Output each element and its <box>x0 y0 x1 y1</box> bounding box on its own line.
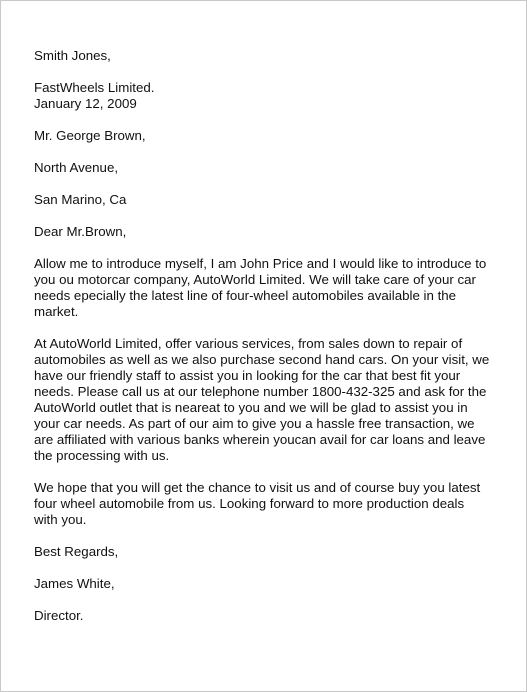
spacer <box>34 176 494 192</box>
spacer <box>34 320 494 336</box>
spacer <box>34 240 494 256</box>
paragraph-line: Allow me to introduce myself, I am John Price and I would like to introduce to <box>34 256 487 271</box>
paragraph-line: We hope that you will get the chance to visit us and of course buy you latest <box>34 480 481 495</box>
paragraph-introduction <box>34 256 494 320</box>
paragraph-line: you ou motorcar company, AutoWorld Limited. We will take care of your car <box>34 272 476 287</box>
spacer <box>34 560 494 576</box>
recipient-name: Mr. George Brown, <box>34 128 146 143</box>
paragraph-line: four wheel automobile from us. Looking forward to more production deals <box>34 496 465 511</box>
closing-salutation: Best Regards, <box>34 544 119 559</box>
letter-body <box>34 48 494 624</box>
paragraph-line: needs. Please call us at our telephone number 1800-432-325 and ask for the <box>34 384 487 399</box>
sender-company: FastWheels Limited. <box>34 80 155 95</box>
paragraph-line: are affiliated with various banks wherein youcan avail for car loans and leave <box>34 432 486 447</box>
signer-name: James White, <box>34 576 115 591</box>
spacer <box>34 464 494 480</box>
recipient-street: North Avenue, <box>34 160 119 175</box>
paragraph-line: have our friendly staff to assist you in looking for the car that best fit your <box>34 368 461 383</box>
spacer <box>34 144 494 160</box>
letter-date: January 12, 2009 <box>34 96 137 111</box>
paragraph-closing <box>34 480 494 528</box>
paragraph-line: with you. <box>34 512 87 527</box>
spacer <box>34 592 494 608</box>
signer-title: Director. <box>34 608 84 623</box>
spacer <box>34 64 494 80</box>
paragraph-line: automobiles as well as we also purchase second hand cars. On your visit, we <box>34 352 490 367</box>
paragraph-line: AutoWorld outlet that is neareat to you and we will be glad to assist you in <box>34 400 468 415</box>
spacer <box>34 528 494 544</box>
spacer <box>34 208 494 224</box>
recipient-city: San Marino, Ca <box>34 192 127 207</box>
paragraph-line: market. <box>34 304 79 319</box>
spacer <box>34 112 494 128</box>
paragraph-line: At AutoWorld Limited, offer various services, from sales down to repair of <box>34 336 463 351</box>
paragraph-services <box>34 336 494 464</box>
sender-name: Smith Jones, <box>34 48 111 63</box>
paragraph-line: your car needs. As part of our aim to give you a hassle free transaction, we <box>34 416 475 431</box>
paragraph-line: needs epecially the latest line of four-wheel automobiles available in the <box>34 288 457 303</box>
salutation: Dear Mr.Brown, <box>34 224 127 239</box>
paragraph-line: the processing with us. <box>34 448 170 463</box>
